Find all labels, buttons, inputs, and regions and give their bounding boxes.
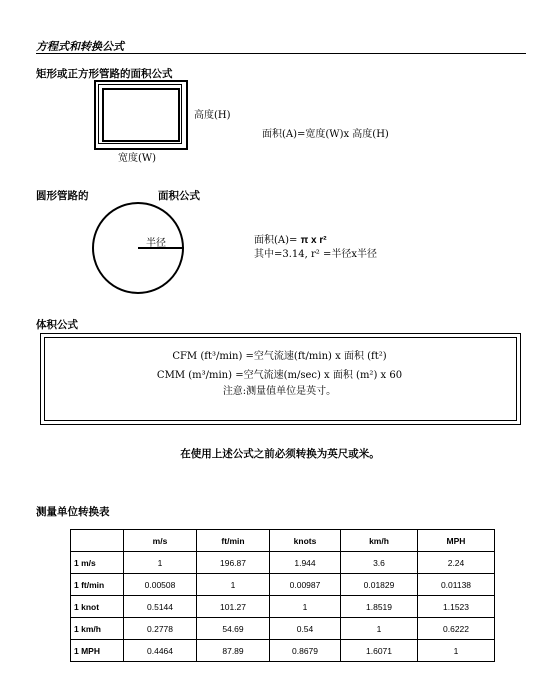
table-row [71,618,495,640]
table-cell: 1 [124,552,197,574]
table-cell: 87.89 [197,640,270,662]
table-cell: 54.69 [197,618,270,640]
conversion-note: 在使用上述公式之前必须转换为英尺或米。 [180,448,380,460]
table-cell: 0.8679 [270,640,341,662]
title-divider [36,53,526,54]
circle-formula-prefix: 面积(A)= [254,235,301,246]
table-cell: 1.6071 [341,640,418,662]
unit-conversion-table [70,529,495,662]
circle-formula-pi-r2: π x r² [300,235,327,246]
table-cell: 0.6222 [418,618,495,640]
row-header: 1 knot [71,596,124,618]
table-row [71,574,495,596]
column-header: km/h [341,530,418,552]
cmm-formula: CMM (m³/min) =空气流速(m/sec) x 面积 (m²) x 60 [156,370,403,381]
column-header: ft/min [197,530,270,552]
table-row [71,640,495,662]
row-header: 1 MPH [71,640,124,662]
row-header: 1 m/s [71,552,124,574]
table-cell: 0.00508 [124,574,197,596]
table-cell: 1 [418,640,495,662]
unit-note: 注意:测量值单位是英寸。 [222,386,337,397]
circle-area-formula [254,231,327,246]
rect-duct-inner-frame [102,88,180,142]
table-cell: 1.944 [270,552,341,574]
width-label: 宽度(W) [118,153,157,164]
table-cell: 0.4464 [124,640,197,662]
table-cell: 101.27 [197,596,270,618]
column-header: knots [270,530,341,552]
circle-formula-note: 其中=3.14, r² =半径x半径 [254,249,377,260]
row-header: 1 ft/min [71,574,124,596]
circle-section-heading-part1: 圆形管路的 [36,190,89,202]
height-label: 高度(H) [194,110,231,121]
column-header: MPH [418,530,495,552]
table-cell: 1.8519 [341,596,418,618]
column-header: m/s [124,530,197,552]
rect-section-heading: 矩形或正方形管路的面积公式 [36,68,173,80]
table-cell: 1 [197,574,270,596]
table-row [71,596,495,618]
radius-label: 半径 [146,238,166,249]
table-row [71,552,495,574]
table-cell: 1.1523 [418,596,495,618]
table-cell: 0.01829 [341,574,418,596]
rect-area-formula: 面积(A)=宽度(W)x 高度(H) [262,129,389,140]
table-cell: 0.5144 [124,596,197,618]
volume-section-heading: 体积公式 [36,319,78,331]
table-cell: 0.2778 [124,618,197,640]
table-cell: 1 [270,596,341,618]
cfm-formula: CFM (ft³/min) =空气流速(ft/min) x 面积 (ft²) [172,351,387,362]
circle-section-heading-part2: 面积公式 [158,190,200,202]
table-cell: 0.00987 [270,574,341,596]
table-cell: 196.87 [197,552,270,574]
table-cell: 2.24 [418,552,495,574]
page-title: 方程式和转换公式 [36,40,124,53]
table-cell: 3.6 [341,552,418,574]
table-cell: 0.01138 [418,574,495,596]
row-header: 1 km/h [71,618,124,640]
table-heading: 测量单位转换表 [36,506,110,518]
table-cell: 1 [341,618,418,640]
table-header-row [71,530,495,552]
column-header [71,530,124,552]
table-cell: 0.54 [270,618,341,640]
